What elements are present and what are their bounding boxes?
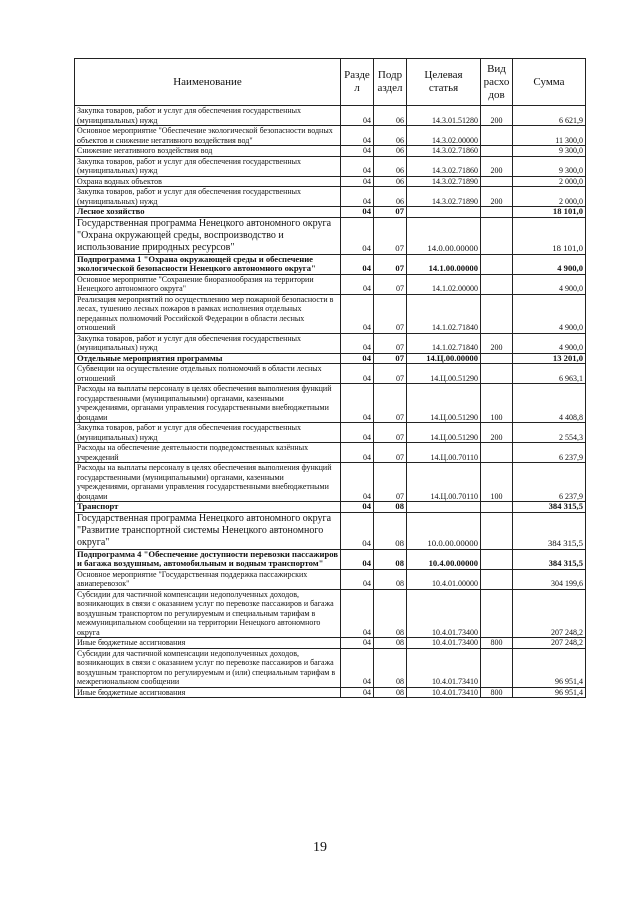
cell-summa: 4 408,8 xyxy=(513,384,586,423)
table-row xyxy=(75,187,586,207)
cell-name: Субвенции на осуществление отдельных полномочий в области лесных отношений xyxy=(75,364,341,384)
cell-name: Основное мероприятие "Обеспечение экологической безопасности водных объектов и снижение негативного воздействия вод" xyxy=(75,126,341,146)
cell-celevaya: 14.3.02.71890 xyxy=(407,187,481,207)
cell-razdel: 04 xyxy=(341,156,374,176)
table-row xyxy=(75,156,586,176)
header-razdel: Разде л xyxy=(341,59,374,106)
cell-podrazdel: 07 xyxy=(374,294,407,333)
cell-razdel: 04 xyxy=(341,549,374,569)
cell-podrazdel: 08 xyxy=(374,687,407,698)
header-vid: Вид расхо дов xyxy=(481,59,513,106)
cell-razdel: 04 xyxy=(341,569,374,589)
cell-name: Государственная программа Ненецкого автономного округа "Развитие транспортной системы Ненецкого автономного округа" xyxy=(75,512,341,549)
cell-name: Закупка товаров, работ и услуг для обеспечения государственных (муниципальных) нужд xyxy=(75,333,341,353)
cell-summa: 4 900,0 xyxy=(513,274,586,294)
cell-celevaya: 14.1.02.71840 xyxy=(407,294,481,333)
cell-name: Основное мероприятие "Сохранение биоразнообразия на территории Ненецкого автономного округа" xyxy=(75,274,341,294)
cell-name: Реализация мероприятий по осуществлению мер пожарной безопасности в лесах, тушению лесных пожаров в рамках исполнения отдельных переданных полномочий Российской Федерации в области лесных отношений xyxy=(75,294,341,333)
cell-podrazdel: 07 xyxy=(374,217,407,254)
cell-name: Транспорт xyxy=(75,502,341,513)
cell-vid xyxy=(481,176,513,187)
cell-razdel: 04 xyxy=(341,384,374,423)
cell-vid xyxy=(481,126,513,146)
table-row xyxy=(75,648,586,687)
cell-vid xyxy=(481,364,513,384)
budget-table xyxy=(74,58,586,698)
table-row xyxy=(75,638,586,649)
table-row xyxy=(75,146,586,157)
cell-podrazdel: 08 xyxy=(374,648,407,687)
table-row xyxy=(75,549,586,569)
cell-name: Закупка товаров, работ и услуг для обеспечения государственных (муниципальных) нужд xyxy=(75,106,341,126)
cell-vid: 100 xyxy=(481,463,513,502)
cell-vid xyxy=(481,502,513,513)
cell-razdel: 04 xyxy=(341,638,374,649)
table-row xyxy=(75,126,586,146)
table-row xyxy=(75,353,586,364)
cell-celevaya: 14.3.02.00000 xyxy=(407,126,481,146)
table-row xyxy=(75,569,586,589)
cell-vid: 800 xyxy=(481,638,513,649)
cell-podrazdel: 07 xyxy=(374,423,407,443)
cell-vid: 100 xyxy=(481,384,513,423)
cell-podrazdel: 07 xyxy=(374,384,407,423)
cell-vid: 200 xyxy=(481,333,513,353)
cell-summa: 6 237,9 xyxy=(513,443,586,463)
header-celevaya: Целевая статья xyxy=(407,59,481,106)
table-row xyxy=(75,176,586,187)
cell-podrazdel: 08 xyxy=(374,569,407,589)
cell-celevaya: 14.3.02.71890 xyxy=(407,176,481,187)
cell-razdel: 04 xyxy=(341,217,374,254)
cell-vid xyxy=(481,589,513,638)
cell-name: Снижение негативного воздействия вод xyxy=(75,146,341,157)
cell-celevaya: 14.3.02.71860 xyxy=(407,146,481,157)
cell-name: Закупка товаров, работ и услуг для обеспечения государственных (муниципальных) нужд xyxy=(75,423,341,443)
cell-summa: 384 315,5 xyxy=(513,512,586,549)
cell-podrazdel: 06 xyxy=(374,106,407,126)
cell-celevaya: 14.Ц.00.70110 xyxy=(407,463,481,502)
cell-vid: 200 xyxy=(481,423,513,443)
cell-celevaya: 14.Ц.00.70110 xyxy=(407,443,481,463)
cell-summa: 4 900,0 xyxy=(513,294,586,333)
cell-summa: 384 315,5 xyxy=(513,549,586,569)
table-row xyxy=(75,106,586,126)
cell-vid xyxy=(481,512,513,549)
cell-summa: 13 201,0 xyxy=(513,353,586,364)
cell-celevaya: 14.1.02.71840 xyxy=(407,333,481,353)
cell-celevaya: 10.4.01.73400 xyxy=(407,638,481,649)
cell-podrazdel: 08 xyxy=(374,502,407,513)
cell-summa: 96 951,4 xyxy=(513,687,586,698)
table-row xyxy=(75,423,586,443)
cell-celevaya: 10.4.01.00000 xyxy=(407,569,481,589)
cell-vid xyxy=(481,294,513,333)
cell-name: Основное мероприятие "Государственная поддержка пассажирских авиаперевозок" xyxy=(75,569,341,589)
cell-name: Закупка товаров, работ и услуг для обеспечения государственных (муниципальных) нужд xyxy=(75,187,341,207)
cell-name: Подпрограмма 1 "Охрана окружающей среды и обеспечение экологической безопасности Ненецкого автономного округа" xyxy=(75,254,341,274)
cell-vid xyxy=(481,217,513,254)
cell-summa: 2 000,0 xyxy=(513,187,586,207)
cell-celevaya: 14.1.00.00000 xyxy=(407,254,481,274)
table-row xyxy=(75,589,586,638)
cell-razdel: 04 xyxy=(341,423,374,443)
cell-celevaya: 10.4.01.73400 xyxy=(407,589,481,638)
table-row xyxy=(75,502,586,513)
table-body xyxy=(75,106,586,698)
cell-summa: 4 900,0 xyxy=(513,333,586,353)
cell-vid xyxy=(481,254,513,274)
cell-vid: 800 xyxy=(481,687,513,698)
table-row xyxy=(75,443,586,463)
cell-razdel: 04 xyxy=(341,106,374,126)
cell-podrazdel: 06 xyxy=(374,187,407,207)
table-row xyxy=(75,463,586,502)
cell-celevaya: 10.4.01.73410 xyxy=(407,648,481,687)
cell-celevaya: 14.Ц.00.51290 xyxy=(407,423,481,443)
cell-vid xyxy=(481,353,513,364)
cell-name: Закупка товаров, работ и услуг для обеспечения государственных (муниципальных) нужд xyxy=(75,156,341,176)
cell-podrazdel: 06 xyxy=(374,176,407,187)
cell-podrazdel: 08 xyxy=(374,638,407,649)
cell-summa: 9 300,0 xyxy=(513,156,586,176)
cell-podrazdel: 07 xyxy=(374,333,407,353)
cell-celevaya: 14.Ц.00.51290 xyxy=(407,364,481,384)
table-row xyxy=(75,687,586,698)
cell-razdel: 04 xyxy=(341,207,374,218)
cell-celevaya: 14.3.01.51280 xyxy=(407,106,481,126)
cell-name: Субсидии для частичной компенсации недополученных доходов, возникающих в связи с оказанием услуг по перевозке пассажиров и багажа воздушным транспортом по регулируемым и специальным тарифам в межмуниципальном сообщении на территории Ненецкого автономного округа xyxy=(75,589,341,638)
cell-summa: 6 963,1 xyxy=(513,364,586,384)
cell-summa: 18 101,0 xyxy=(513,207,586,218)
cell-summa: 2 554,3 xyxy=(513,423,586,443)
cell-celevaya xyxy=(407,502,481,513)
cell-razdel: 04 xyxy=(341,254,374,274)
cell-razdel: 04 xyxy=(341,353,374,364)
cell-celevaya: 14.Ц.00.51290 xyxy=(407,384,481,423)
cell-vid: 200 xyxy=(481,106,513,126)
table-row xyxy=(75,254,586,274)
cell-summa: 207 248,2 xyxy=(513,638,586,649)
cell-razdel: 04 xyxy=(341,512,374,549)
cell-podrazdel: 07 xyxy=(374,207,407,218)
cell-name: Расходы на выплаты персоналу в целях обеспечения выполнения функций государственными (муниципальными) органами, казенными учреждениями, органами управления государственными внебюджетными фондами xyxy=(75,463,341,502)
table-row xyxy=(75,512,586,549)
cell-podrazdel: 07 xyxy=(374,274,407,294)
cell-vid: 200 xyxy=(481,187,513,207)
cell-podrazdel: 07 xyxy=(374,254,407,274)
cell-razdel: 04 xyxy=(341,687,374,698)
cell-summa: 6 621,9 xyxy=(513,106,586,126)
cell-razdel: 04 xyxy=(341,648,374,687)
cell-summa: 18 101,0 xyxy=(513,217,586,254)
cell-podrazdel: 08 xyxy=(374,589,407,638)
cell-celevaya: 14.0.00.00000 xyxy=(407,217,481,254)
cell-summa: 207 248,2 xyxy=(513,589,586,638)
cell-summa: 4 900,0 xyxy=(513,254,586,274)
cell-vid xyxy=(481,569,513,589)
cell-summa: 2 000,0 xyxy=(513,176,586,187)
header-podrazdel: Подр аздел xyxy=(374,59,407,106)
cell-celevaya xyxy=(407,207,481,218)
cell-podrazdel: 08 xyxy=(374,549,407,569)
cell-razdel: 04 xyxy=(341,589,374,638)
cell-vid xyxy=(481,648,513,687)
header-name: Наименование xyxy=(75,59,341,106)
cell-summa: 96 951,4 xyxy=(513,648,586,687)
cell-podrazdel: 07 xyxy=(374,443,407,463)
cell-razdel: 04 xyxy=(341,463,374,502)
table-row xyxy=(75,207,586,218)
cell-name: Подпрограмма 4 "Обеспечение доступности перевозки пассажиров и багажа воздушным, автомобильным и водным транспортом" xyxy=(75,549,341,569)
table-row xyxy=(75,217,586,254)
cell-vid xyxy=(481,549,513,569)
cell-summa: 9 300,0 xyxy=(513,146,586,157)
cell-vid xyxy=(481,207,513,218)
cell-name: Лесное хозяйство xyxy=(75,207,341,218)
cell-name: Субсидии для частичной компенсации недополученных доходов, возникающих в связи с оказанием услуг по перевозке пассажиров и багажа воздушным транспортом по регулируемым и (или) специальным тарифам в межрегиональном сообщении xyxy=(75,648,341,687)
cell-summa: 304 199,6 xyxy=(513,569,586,589)
cell-celevaya: 14.Ц.00.00000 xyxy=(407,353,481,364)
cell-summa: 6 237,9 xyxy=(513,463,586,502)
cell-summa: 11 300,0 xyxy=(513,126,586,146)
cell-podrazdel: 07 xyxy=(374,364,407,384)
cell-celevaya: 10.0.00.00000 xyxy=(407,512,481,549)
cell-podrazdel: 07 xyxy=(374,463,407,502)
cell-vid: 200 xyxy=(481,156,513,176)
cell-razdel: 04 xyxy=(341,364,374,384)
cell-razdel: 04 xyxy=(341,187,374,207)
cell-razdel: 04 xyxy=(341,333,374,353)
cell-razdel: 04 xyxy=(341,126,374,146)
cell-razdel: 04 xyxy=(341,294,374,333)
cell-podrazdel: 06 xyxy=(374,146,407,157)
header-summa: Сумма xyxy=(513,59,586,106)
cell-razdel: 04 xyxy=(341,443,374,463)
cell-podrazdel: 06 xyxy=(374,126,407,146)
cell-podrazdel: 07 xyxy=(374,353,407,364)
cell-name: Государственная программа Ненецкого автономного округа "Охрана окружающей среды, воспроизводство и использование природных ресурсов" xyxy=(75,217,341,254)
table-row xyxy=(75,364,586,384)
table-row xyxy=(75,333,586,353)
cell-name: Отдельные мероприятия программы xyxy=(75,353,341,364)
cell-summa: 384 315,5 xyxy=(513,502,586,513)
cell-celevaya: 10.4.00.00000 xyxy=(407,549,481,569)
header-row xyxy=(75,59,586,106)
cell-vid xyxy=(481,146,513,157)
cell-name: Расходы на выплаты персоналу в целях обеспечения выполнения функций государственными (муниципальными) органами, казенными учреждениями, органами управления государственными внебюджетными фондами xyxy=(75,384,341,423)
cell-vid xyxy=(481,443,513,463)
cell-razdel: 04 xyxy=(341,146,374,157)
page-number: 19 xyxy=(313,840,327,855)
cell-name: Расходы на обеспечение деятельности подведомственных казённых учреждений xyxy=(75,443,341,463)
cell-razdel: 04 xyxy=(341,502,374,513)
cell-vid xyxy=(481,274,513,294)
table-row xyxy=(75,294,586,333)
cell-name: Иные бюджетные ассигнования xyxy=(75,638,341,649)
cell-podrazdel: 06 xyxy=(374,156,407,176)
cell-celevaya: 14.3.02.71860 xyxy=(407,156,481,176)
cell-name: Охрана водных объектов xyxy=(75,176,341,187)
cell-razdel: 04 xyxy=(341,176,374,187)
table-row xyxy=(75,384,586,423)
cell-name: Иные бюджетные ассигнования xyxy=(75,687,341,698)
cell-podrazdel: 08 xyxy=(374,512,407,549)
cell-celevaya: 14.1.02.00000 xyxy=(407,274,481,294)
cell-razdel: 04 xyxy=(341,274,374,294)
table-row xyxy=(75,274,586,294)
cell-celevaya: 10.4.01.73410 xyxy=(407,687,481,698)
